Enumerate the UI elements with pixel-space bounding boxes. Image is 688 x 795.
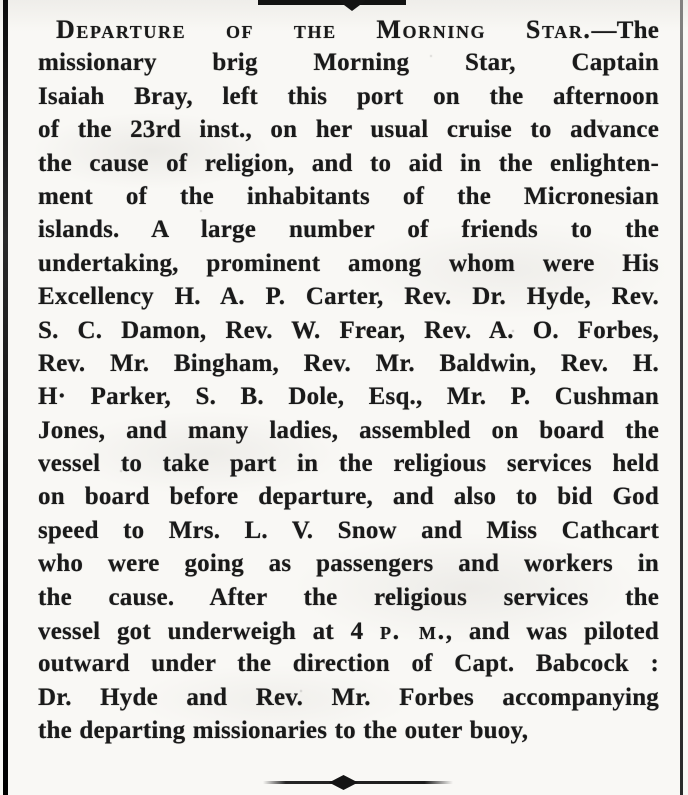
left-column-rule [3,0,8,795]
article-line [38,180,659,213]
article-text-segment: ment of the inhabitants of the Micronesian [38,182,659,210]
article-line [38,347,659,380]
article-line [38,13,659,46]
article-line [38,247,659,280]
article-line [38,414,659,447]
article-title: Departure of the Morning Star. [56,15,592,44]
article-text-segment: S. C. Damon, Rev. W. Frear, Rev. A. O. Forbes, [38,316,659,344]
article-line [38,547,659,580]
article-text-segment: the cause. After the religious services the [38,583,659,611]
article-text-segment: speed to Mrs. L. V. Snow and Miss Cathcart [38,516,659,544]
article-text-segment: on board before departure, and also to bid God [38,483,659,511]
article-line [38,46,659,79]
article-line [38,80,659,113]
article-text-segment: islands. A large number of friends to the [38,216,659,244]
article-text-segment: missionary brig Morning Star, Captain [38,49,659,77]
article-text-segment: vessel got underweigh at 4 [38,618,380,646]
divider-rule [258,0,406,5]
right-column-rule [680,0,683,795]
diamond-ornament-icon [329,775,358,790]
article-line [38,714,659,747]
article-line [38,514,659,547]
article-line [38,314,659,347]
article-text-segment: Isaiah Bray, left this port on the afternoon [38,82,659,110]
article-line [38,647,659,680]
article-text-segment: the departing missionaries to the outer buoy, [38,717,529,745]
article-text-segment: the cause of religion, and to aid in the enlighten- [38,149,659,177]
article-line [38,614,659,647]
article-line [38,280,659,313]
article-text-segment: vessel to take part in the religious services held [38,450,659,478]
article-text-segment: p. m. [379,616,446,646]
article-text-segment: Excellency H. A. P. Carter, Rev. Dr. Hyde, Rev. [38,283,659,311]
article-line [38,480,659,513]
article-line [38,213,659,246]
article-line [38,147,659,180]
diamond-ornament-icon [338,0,366,11]
article-text-segment: outward under the direction of Capt. Babcock : [38,650,659,678]
article-text-segment: of the 23rd inst., on her usual cruise to advance [38,116,659,144]
article-text-segment: undertaking, prominent among whom were His [38,249,659,277]
article-line [38,581,659,614]
scan-speckles [0,0,2,2]
article-text-segment: Jones, and many ladies, assembled on board the [38,416,659,444]
article-text-segment: who were going as passengers and workers in [38,550,659,578]
article-text-segment: Rev. Mr. Bingham, Rev. Mr. Baldwin, Rev. H. [38,349,659,377]
article-line [38,113,659,146]
divider-rule [263,781,453,784]
article-text-segment: Dr. Hyde and Rev. Mr. Forbes accompanying [38,683,659,711]
article-text-segment: —The [591,17,659,44]
article-line [38,380,659,413]
article-text-segment: , and was piloted [445,618,659,646]
article-line [38,447,659,480]
article-text-segment: H· Parker, S. B. Dole, Esq., Mr. P. Cushman [38,383,659,411]
article-body [38,13,659,748]
article-line [38,681,659,714]
